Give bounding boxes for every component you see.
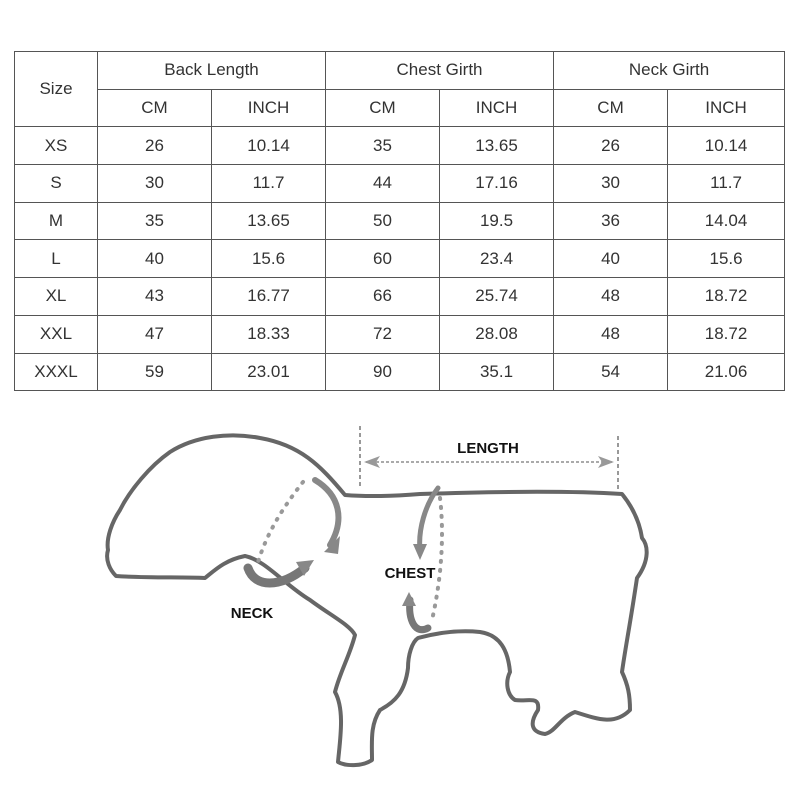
value-cell: 47: [98, 315, 212, 353]
unit-header: CM: [554, 89, 668, 127]
table-row: [15, 240, 785, 278]
value-cell: 26: [554, 127, 668, 165]
value-cell: 35: [326, 127, 440, 165]
chest-arrow-upper-head: [413, 544, 427, 560]
chest-arrow-upper: [420, 488, 438, 550]
value-cell: 40: [554, 240, 668, 278]
value-cell: 36: [554, 202, 668, 240]
neck-arrow-upper: [315, 480, 338, 545]
size-cell: XL: [15, 278, 98, 316]
value-cell: 21.06: [668, 353, 785, 391]
value-cell: 14.04: [668, 202, 785, 240]
value-cell: 17.16: [440, 165, 554, 203]
size-chart-table: [14, 51, 785, 391]
size-cell: L: [15, 240, 98, 278]
length-arrow-right-head: [598, 456, 614, 468]
dog-measurement-diagram: [0, 410, 800, 800]
neck-dotted-line: [258, 482, 303, 562]
value-cell: 18.72: [668, 315, 785, 353]
table-row: [15, 165, 785, 203]
value-cell: 13.65: [440, 127, 554, 165]
value-cell: 25.74: [440, 278, 554, 316]
value-cell: 18.33: [212, 315, 326, 353]
neck-label: NECK: [230, 605, 274, 622]
value-cell: 66: [326, 278, 440, 316]
chest-label: CHEST: [384, 565, 436, 582]
value-cell: 10.14: [212, 127, 326, 165]
value-cell: 43: [98, 278, 212, 316]
value-cell: 23.4: [440, 240, 554, 278]
group-header-neck-girth: Neck Girth: [554, 52, 785, 90]
value-cell: 44: [326, 165, 440, 203]
group-header-chest-girth: Chest Girth: [326, 52, 554, 90]
value-cell: 26: [98, 127, 212, 165]
size-cell: XS: [15, 127, 98, 165]
size-header: Size: [15, 52, 98, 127]
value-cell: 54: [554, 353, 668, 391]
value-cell: 48: [554, 315, 668, 353]
value-cell: 90: [326, 353, 440, 391]
dog-outline: [107, 435, 647, 765]
value-cell: 10.14: [668, 127, 785, 165]
value-cell: 28.08: [440, 315, 554, 353]
value-cell: 35: [98, 202, 212, 240]
table-row: [15, 353, 785, 391]
value-cell: 30: [554, 165, 668, 203]
unit-header: INCH: [668, 89, 785, 127]
table-row: [15, 278, 785, 316]
size-cell: XXXL: [15, 353, 98, 391]
table-row: [15, 202, 785, 240]
table-row: [15, 127, 785, 165]
unit-header: CM: [98, 89, 212, 127]
unit-header: INCH: [440, 89, 554, 127]
value-cell: 60: [326, 240, 440, 278]
value-cell: 23.01: [212, 353, 326, 391]
unit-header: INCH: [212, 89, 326, 127]
value-cell: 13.65: [212, 202, 326, 240]
chest-dotted-line: [432, 498, 442, 620]
size-cell: XXL: [15, 315, 98, 353]
value-cell: 15.6: [212, 240, 326, 278]
value-cell: 72: [326, 315, 440, 353]
table-row: [15, 315, 785, 353]
value-cell: 50: [326, 202, 440, 240]
value-cell: 18.72: [668, 278, 785, 316]
value-cell: 11.7: [668, 165, 785, 203]
length-label: LENGTH: [457, 440, 519, 457]
value-cell: 30: [98, 165, 212, 203]
value-cell: 11.7: [212, 165, 326, 203]
value-cell: 16.77: [212, 278, 326, 316]
size-cell: M: [15, 202, 98, 240]
value-cell: 19.5: [440, 202, 554, 240]
unit-header: CM: [326, 89, 440, 127]
value-cell: 35.1: [440, 353, 554, 391]
value-cell: 40: [98, 240, 212, 278]
size-cell: S: [15, 165, 98, 203]
value-cell: 59: [98, 353, 212, 391]
value-cell: 48: [554, 278, 668, 316]
value-cell: 15.6: [668, 240, 785, 278]
chest-arrow-lower-head: [402, 592, 416, 606]
group-header-back-length: Back Length: [98, 52, 326, 90]
